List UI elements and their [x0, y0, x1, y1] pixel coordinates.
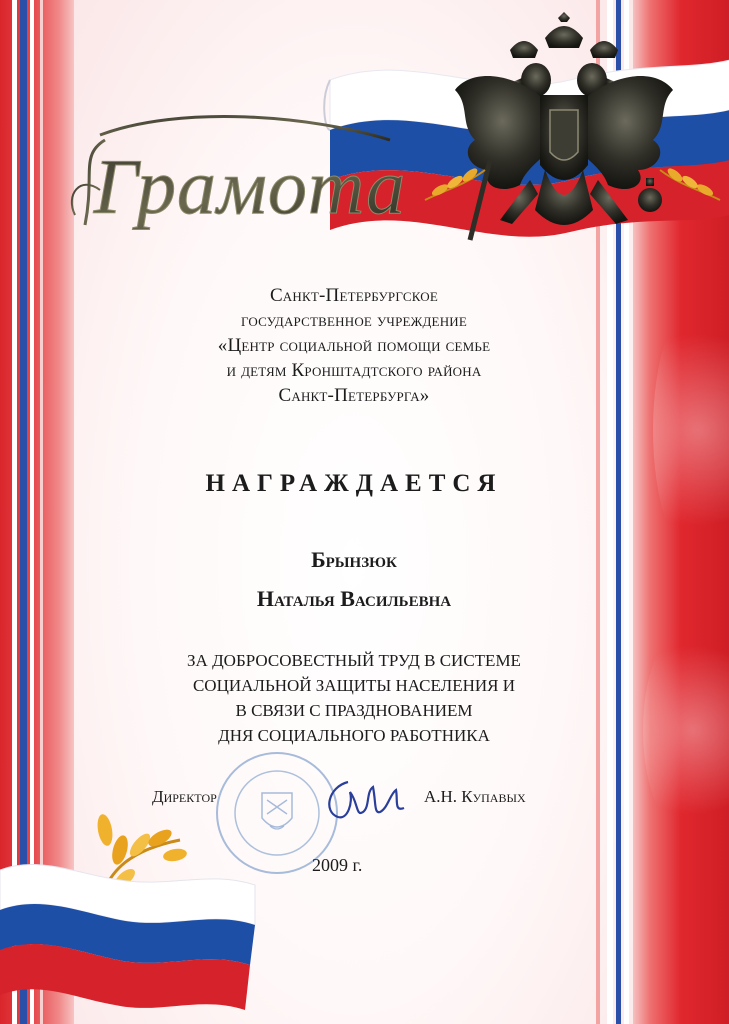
reason-line: ЗА ДОБРОСОВЕСТНЫЙ ТРУД В СИСТЕМЕ [187, 651, 521, 670]
organization-line: «Центр социальной помощи семье [217, 335, 491, 356]
russian-flag-bottom-icon [0, 850, 260, 1024]
signatory-name: А.Н. Купавых [424, 787, 526, 806]
certificate-title [60, 95, 440, 245]
coat-of-arms-eagle-icon [450, 10, 690, 280]
organization-line: Санкт-Петербурга» [278, 385, 430, 406]
recipient-given-names: Наталья Васильевна [256, 586, 452, 611]
director-signature-icon [318, 772, 408, 827]
issue-year: 2009 г. [312, 855, 363, 875]
recipient-name [74, 540, 634, 618]
reason-line: СОЦИАЛЬНОЙ ЗАЩИТЫ НАСЕЛЕНИЯ И [192, 676, 516, 695]
awarded-heading: НАГРАЖДАЕТСЯ [205, 470, 503, 497]
organization-name [74, 283, 634, 408]
award-reason [74, 648, 634, 748]
signatory-position: Директор [152, 787, 217, 806]
organization-line: Санкт-Петербургское [269, 285, 439, 306]
svg-text:Грамота: Грамота [93, 143, 407, 230]
laurel-branch-right-icon [655, 160, 725, 210]
organization-line: и детям Кронштадтского района [226, 360, 482, 381]
reason-line: ДНЯ СОЦИАЛЬНОГО РАБОТНИКА [218, 726, 490, 745]
recipient-surname: Брынзюк [311, 547, 397, 572]
reason-line: В СВЯЗИ С ПРАЗДНОВАНИЕМ [235, 701, 473, 720]
organization-line: государственное учреждение [240, 310, 468, 331]
